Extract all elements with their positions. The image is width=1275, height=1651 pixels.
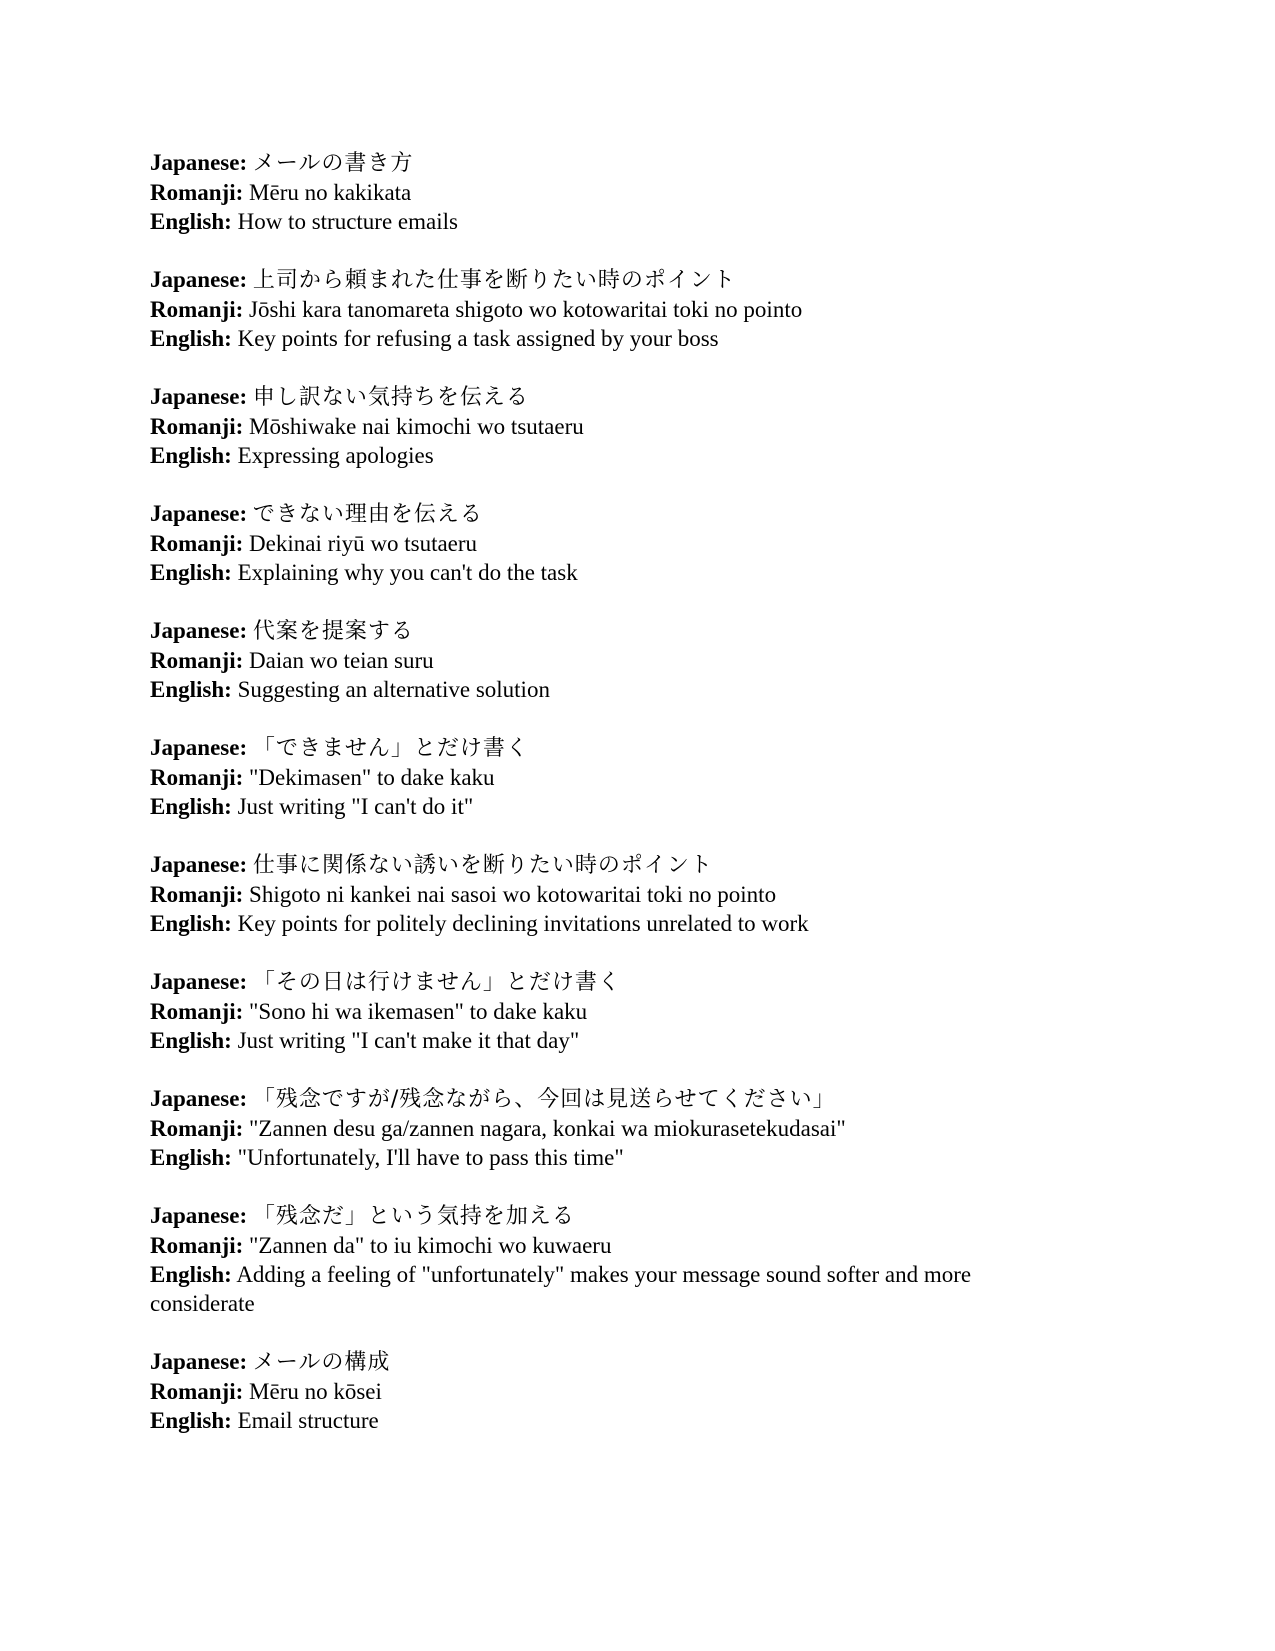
english-line [150,1406,1050,1435]
english-text: Key points for politely declining invitations unrelated to work [237,911,809,936]
document-page [150,148,1050,1464]
english-label: English: [150,209,232,234]
english-text: Just writing "I can't make it that day" [237,1028,580,1053]
japanese-text: 申し訳ない気持ちを伝える [252,385,529,410]
japanese-line [150,850,1050,880]
romanji-line [150,1377,1050,1406]
romanji-text: "Dekimasen" to dake kaku [249,765,495,790]
vocab-entry-5 [150,616,1050,704]
english-label: English: [150,1408,232,1433]
english-line [150,675,1050,704]
japanese-text: メールの書き方 [252,151,414,176]
english-line [150,324,1050,353]
english-line [150,558,1050,587]
romanji-text: Dekinai riyū wo tsutaeru [249,531,478,556]
japanese-line [150,382,1050,412]
romanji-line [150,880,1050,909]
english-text: How to structure emails [237,209,458,234]
romanji-line [150,763,1050,792]
romanji-text: "Zannen desu ga/zannen nagara, konkai wa miokurasetekudasai" [249,1116,846,1141]
vocab-entry-8 [150,967,1050,1055]
japanese-label: Japanese: [150,384,248,409]
romanji-text: Jōshi kara tanomareta shigoto wo kotowaritai toki no pointo [249,297,803,322]
japanese-label: Japanese: [150,1203,248,1228]
vocab-entry-4 [150,499,1050,587]
romanji-line [150,295,1050,324]
japanese-text: 上司から頼まれた仕事を断りたい時のポイント [252,268,736,293]
romanji-label: Romanji: [150,297,244,322]
japanese-line [150,499,1050,529]
english-label: English: [150,794,232,819]
romanji-text: Mōshiwake nai kimochi wo tsutaeru [249,414,584,439]
japanese-label: Japanese: [150,852,248,877]
english-text: Email structure [237,1408,379,1433]
english-text: Explaining why you can't do the task [237,560,578,585]
japanese-label: Japanese: [150,267,248,292]
japanese-line [150,733,1050,763]
english-label: English: [150,911,232,936]
romanji-text: Mēru no kakikata [249,180,412,205]
english-label: English: [150,677,232,702]
romanji-text: Daian wo teian suru [249,648,434,673]
english-text: Expressing apologies [237,443,434,468]
romanji-line [150,529,1050,558]
romanji-line [150,997,1050,1026]
english-label: English: [150,443,232,468]
romanji-label: Romanji: [150,648,244,673]
japanese-label: Japanese: [150,501,248,526]
japanese-label: Japanese: [150,618,248,643]
english-line [150,1026,1050,1055]
romanji-label: Romanji: [150,531,244,556]
english-line [150,1143,1050,1172]
japanese-line [150,1201,1050,1231]
english-label: English: [150,326,232,351]
japanese-text: 代案を提案する [252,619,414,644]
english-text: "Unfortunately, I'll have to pass this time" [237,1145,624,1170]
romanji-label: Romanji: [150,1379,244,1404]
japanese-label: Japanese: [150,150,248,175]
japanese-line [150,1084,1050,1114]
english-line [150,207,1050,236]
romanji-text: "Zannen da" to iu kimochi wo kuwaeru [249,1233,612,1258]
romanji-line [150,1231,1050,1260]
japanese-line [150,967,1050,997]
japanese-text: メールの構成 [252,1350,391,1375]
english-text: Key points for refusing a task assigned by your boss [237,326,719,351]
japanese-text: 「できません」とだけ書く [252,736,529,761]
japanese-text: 「その日は行けません」とだけ書く [252,970,621,995]
romanji-label: Romanji: [150,999,244,1024]
english-line [150,1260,1050,1318]
japanese-label: Japanese: [150,969,248,994]
vocab-entry-1 [150,148,1050,236]
romanji-line [150,1114,1050,1143]
english-text: Just writing "I can't do it" [237,794,474,819]
romanji-label: Romanji: [150,882,244,907]
vocab-entry-9 [150,1084,1050,1172]
romanji-text: Shigoto ni kankei nai sasoi wo kotowaritai toki no pointo [249,882,777,907]
japanese-line [150,1347,1050,1377]
romanji-label: Romanji: [150,1116,244,1141]
english-label: English: [150,1028,232,1053]
japanese-label: Japanese: [150,1349,248,1374]
english-line [150,441,1050,470]
japanese-text: 仕事に関係ない誘いを断りたい時のポイント [252,853,713,878]
english-label: English: [150,1145,232,1170]
japanese-label: Japanese: [150,735,248,760]
romanji-line [150,178,1050,207]
japanese-label: Japanese: [150,1086,248,1111]
english-text: Suggesting an alternative solution [237,677,550,702]
vocab-entry-2 [150,265,1050,353]
romanji-line [150,646,1050,675]
english-label: English: [150,1262,232,1287]
japanese-text: 「残念だ」という気持を加える [252,1204,575,1229]
romanji-label: Romanji: [150,765,244,790]
vocab-entry-6 [150,733,1050,821]
english-label: English: [150,560,232,585]
romanji-text: Mēru no kōsei [249,1379,382,1404]
japanese-text: できない理由を伝える [252,502,483,527]
romanji-line [150,412,1050,441]
romanji-text: "Sono hi wa ikemasen" to dake kaku [249,999,588,1024]
japanese-line [150,265,1050,295]
romanji-label: Romanji: [150,414,244,439]
english-text: Adding a feeling of "unfortunately" makes your message sound softer and more considerate [150,1262,972,1316]
romanji-label: Romanji: [150,1233,244,1258]
vocab-entry-10 [150,1201,1050,1318]
vocab-entry-11 [150,1347,1050,1435]
japanese-line [150,616,1050,646]
vocab-entry-3 [150,382,1050,470]
romanji-label: Romanji: [150,180,244,205]
english-line [150,792,1050,821]
vocab-entry-7 [150,850,1050,938]
japanese-line [150,148,1050,178]
english-line [150,909,1050,938]
japanese-text: 「残念ですが/残念ながら、今回は見送らせてください」 [252,1087,836,1112]
